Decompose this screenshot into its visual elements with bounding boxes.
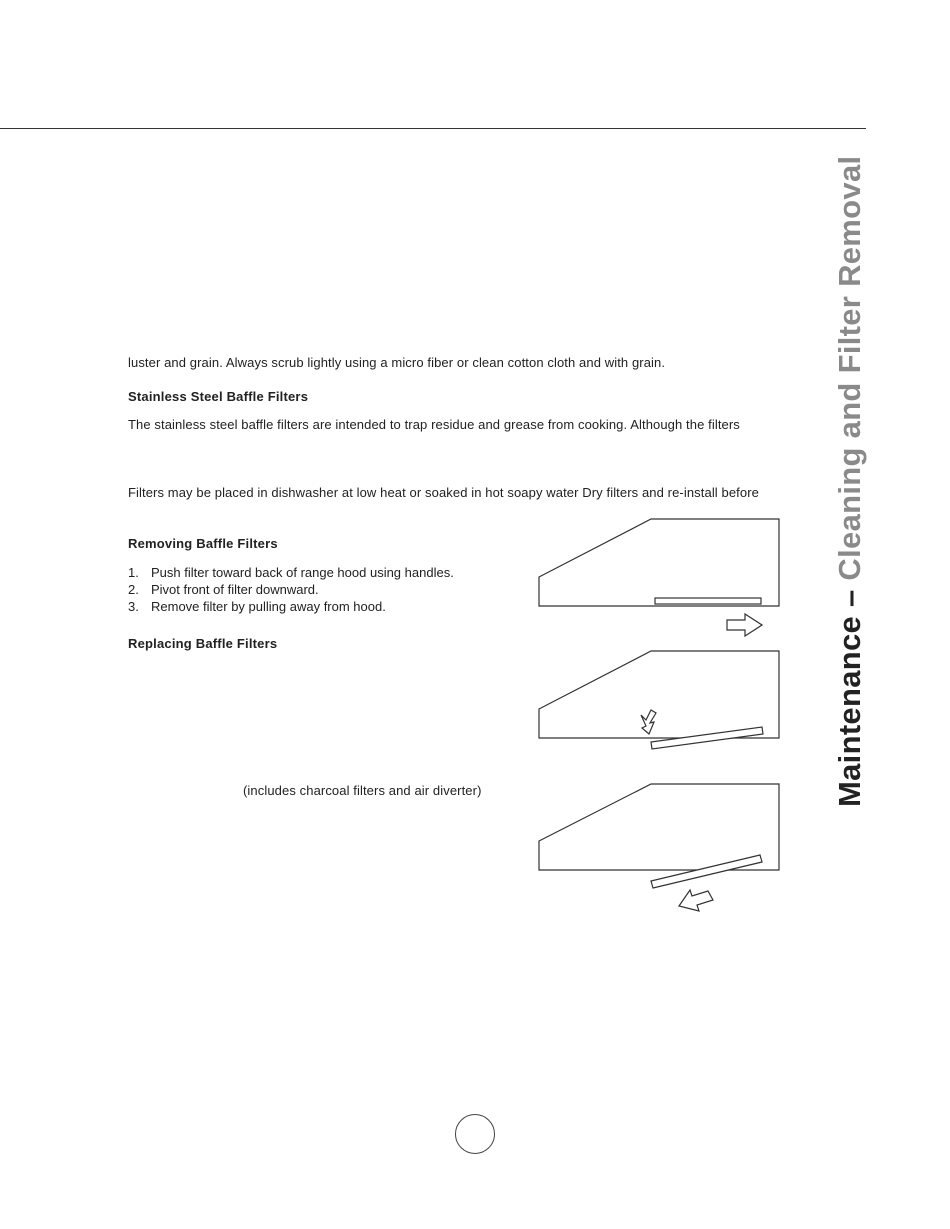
header-rule (0, 128, 866, 129)
luster-paragraph: luster and grain. Always scrub lightly using a micro fiber or clean cotton cloth and with grain. (128, 355, 666, 370)
baffle-filters-paragraph: The stainless steel baffle filters are intended to trap residue and grease from cooking. Although the filters (128, 417, 740, 432)
replacing-filters-heading: Replacing Baffle Filters (128, 636, 278, 651)
removing-steps-list (128, 564, 454, 615)
includes-note: (includes charcoal filters and air diverter) (243, 783, 482, 798)
list-item: 2. Pivot front of filter downward. (128, 582, 319, 597)
arrow-right-icon (727, 614, 762, 636)
dishwasher-paragraph: Filters may be placed in dishwasher at low heat or soaked in hot soapy water Dry filters and re-install before (128, 485, 759, 500)
hood-outline-step-2 (539, 651, 779, 738)
filter-removal-diagram (530, 510, 790, 920)
baffle-filters-heading: Stainless Steel Baffle Filters (128, 389, 309, 404)
hood-outline-step-1 (539, 519, 779, 606)
section-title-sub: Cleaning and Filter Removal (832, 155, 867, 581)
baffle-filter-step-1 (655, 598, 761, 604)
page-number-circle (455, 1114, 495, 1154)
removing-filters-heading: Removing Baffle Filters (128, 536, 278, 551)
hood-outline-step-3 (539, 784, 779, 870)
arrow-down-left-icon (679, 890, 713, 911)
section-title (830, 156, 870, 807)
section-title-main: Maintenance – (832, 580, 867, 807)
list-item: 1. Push filter toward back of range hood using handles. (128, 565, 454, 580)
list-item: 3. Remove filter by pulling away from hood. (128, 599, 386, 614)
